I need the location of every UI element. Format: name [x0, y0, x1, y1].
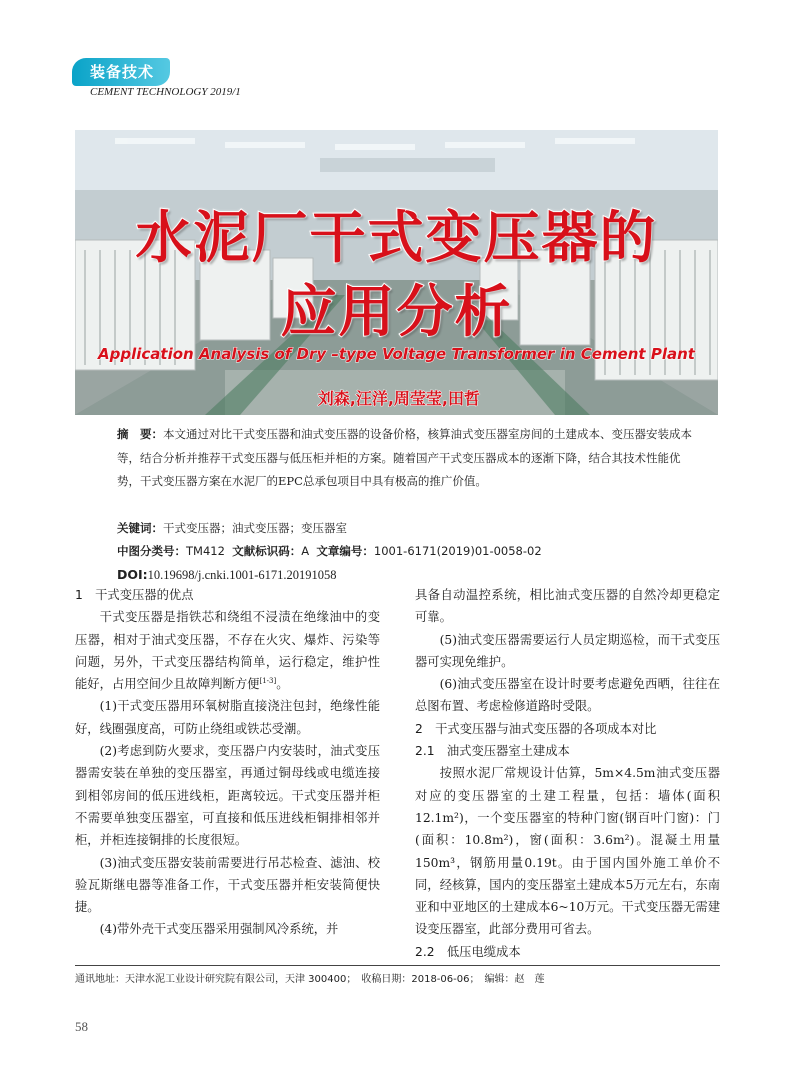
title-banner [75, 130, 718, 415]
title-line-2: 应用分析 [280, 280, 513, 345]
abstract-text: 本文通过对比干式变压器和油式变压器的设备价格，核算油式变压器室房间的土建成本、变压器安装成本等，结合分析并推荐干式变压器与低压柜并柜的方案。随着国产干式变压器成本的逐渐下降，结合其技术性能优势，干式变压器方案在水泥厂的EPC总承包项目中具有极高的推广价值。 [117, 427, 692, 488]
paragraph: (3)油式变压器安装前需要进行吊芯检查、滤油、校验瓦斯继电器等准备工作，干式变压器并柜安装简便快捷。 [75, 855, 380, 915]
doi-label: DOI: [117, 567, 148, 582]
citation: [1-3] [259, 677, 277, 686]
section-heading-2: 2 干式变压器与油式变压器的各项成本对比 [415, 721, 657, 736]
paragraph: (1)干式变压器用环氧树脂直接浇注包封，绝缘性能好，线圈强度高，可防止绕组或铁芯受潮。 [75, 699, 380, 736]
paragraph: (2)考虑到防火要求，变压器户内安装时，油式变压器需安装在单独的变压器室，再通过铜母线或电缆连接到相邻房间的低压进线柜，距离较远。干式变压器并柜不需要单独变压器室，可直接和低压进线柜铜排相邻并柜，并柜连接铜排的长度很短。 [75, 744, 380, 848]
doc-code-value: A [301, 544, 310, 558]
body-left-column [75, 584, 380, 941]
page-number: 58 [75, 1019, 88, 1034]
article-no-label: 文章编号： [316, 544, 374, 558]
abstract-label: 摘 要： [117, 427, 163, 441]
subsection-heading-2-1: 2.1 油式变压器室土建成本 [415, 744, 570, 759]
paragraph: (6)油式变压器室在设计时要考虑避免西晒，往往在总图布置、考虑检修道路时受限。 [415, 677, 720, 714]
keywords-label: 关键词： [117, 521, 163, 535]
title-line-1: 水泥厂干式变压器的 [135, 206, 658, 271]
keywords-text: 干式变压器；油式变压器；变压器室 [163, 521, 347, 535]
english-title: Application Analysis of Dry –type Voltage Transformer in Cement Plant [98, 345, 695, 363]
paragraph: 具备自动温控系统，相比油式变压器的自然冷却更稳定可靠。 [415, 588, 720, 625]
journal-issue: 2019/1 [210, 86, 241, 98]
paragraph: 干式变压器是指铁芯和绕组不浸渍在绝缘油中的变压器，相对于油式变压器，不存在火灾、爆炸、污染等问题，另外，干式变压器结构简单，运行稳定，维护性能好，占用空间少且故障判断方便[1-3]。 [75, 610, 380, 692]
footnote: 通讯地址：天津水泥工业设计研究院有限公司，天津 300400； 收稿日期：2018-06-06； 编辑：赵 莲 [75, 974, 545, 985]
journal-name: CEMENT TECHNOLOGY [90, 86, 208, 98]
journal-header [90, 86, 241, 98]
paragraph: (5)油式变压器需要运行人员定期巡检，而干式变压器可实现免维护。 [415, 632, 720, 669]
classification-line [117, 540, 697, 564]
article-no-value: 1001-6171(2019)01-0058-02 [373, 544, 542, 558]
doc-code-label: 文献标识码： [232, 544, 302, 558]
body-right-column [415, 584, 720, 963]
clc-value: TM412 [186, 544, 225, 558]
section-heading-1: 1 干式变压器的优点 [75, 588, 194, 602]
subsection-heading-2-2: 2.2 低压电缆成本 [415, 944, 521, 959]
footnote-divider [75, 965, 720, 966]
authors: 刘森,汪洋,周莹莹,田哲 [317, 389, 480, 408]
section-tag: 装备技术 [72, 58, 170, 86]
keywords [117, 517, 697, 541]
clc-label: 中图分类号： [117, 544, 186, 558]
paragraph: (4)带外壳干式变压器采用强制风冷系统，并 [99, 922, 339, 937]
doi-value[interactable]: 10.19698/j.cnki.1001-6171.20191058 [147, 568, 337, 582]
abstract [117, 423, 697, 494]
paragraph: 按照水泥厂常规设计估算，5m×4.5m油式变压器对应的变压器室的土建工程量，包括：墙体(面积12.1m²)，一个变压器室的特种门窗(钢百叶门窗)：门(面积：10.8m²)，窗(面积：3.6m²)。混凝土用量150m³，钢筋用量0.19t。由于国内国外施工单价不同，经核算，国内的变压器室土建成本5万元左右，东南亚和中亚地区的土建成本6~10万元。干式变压器无需建设变压器室，此部分费用可省去。 [415, 766, 720, 937]
